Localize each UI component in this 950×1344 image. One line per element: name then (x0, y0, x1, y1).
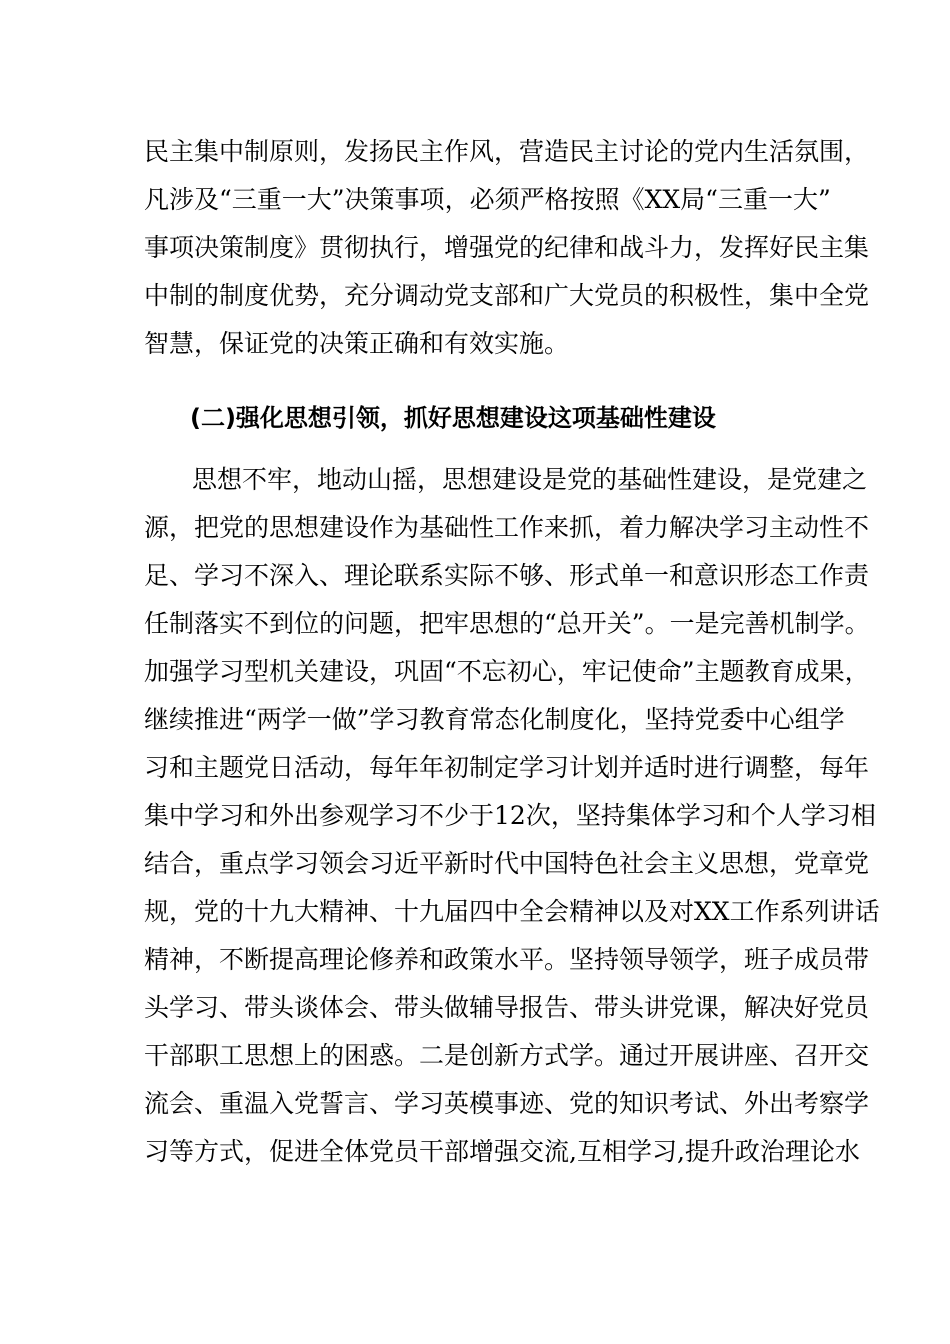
paragraph-line: 足、学习不深入、理论联系实际不够、形式单一和意识形态工作责 (144, 561, 870, 590)
paragraph-line: 结合，重点学习领会习近平新时代中国特色社会主义思想，党章党 (144, 849, 870, 878)
paragraph-line: 思想不牢，地动山摇，思想建设是党的基础性建设，是党建之 (192, 465, 868, 494)
paragraph-line: 加强学习型机关建设，巩固“不忘初心，牢记使命”主题教育成果， (144, 657, 870, 686)
paragraph-line: 精神，不断提高理论修养和政策水平。坚持领导领学，班子成员带 (144, 945, 870, 974)
paragraph-line: 集中学习和外出参观学习不少于12次，坚持集体学习和个人学习相 (144, 801, 876, 830)
paragraph-line: 头学习、带头谈体会、带头做辅导报告、带头讲党课，解决好党员 (144, 993, 870, 1022)
paragraph-line: 习和主题党日活动，每年年初制定学习计划并适时进行调整，每年 (144, 753, 870, 782)
section-heading: (二)强化思想引领，抓好思想建设这项基础性建设 (190, 404, 716, 432)
paragraph-line: 规，党的十九大精神、十九届四中全会精神以及对XX工作系列讲话 (144, 897, 880, 926)
paragraph-line: 干部职工思想上的困惑。二是创新方式学。通过开展讲座、召开交 (144, 1041, 870, 1070)
paragraph-line: 凡涉及“三重一大”决策事项，必须严格按照《XX局“三重一大” (144, 185, 831, 214)
paragraph-line: 习等方式，促进全体党员干部增强交流,互相学习,提升政治理论水 (144, 1137, 860, 1166)
paragraph-line: 继续推进“两学一做”学习教育常态化制度化，坚持党委中心组学 (144, 705, 845, 734)
paragraph-line: 任制落实不到位的问题，把牢思想的“总开关”。一是完善机制学。 (144, 609, 870, 638)
paragraph-line: 民主集中制原则，发扬民主作风，营造民主讨论的党内生活氛围， (144, 137, 870, 166)
paragraph-line: 流会、重温入党誓言、学习英模事迹、党的知识考试、外出考察学 (144, 1089, 870, 1118)
paragraph-line: 智慧，保证党的决策正确和有效实施。 (144, 329, 570, 358)
paragraph-line: 中制的制度优势，充分调动党支部和广大党员的积极性，集中全党 (144, 281, 870, 310)
paragraph-line: 事项决策制度》贯彻执行，增强党的纪律和战斗力，发挥好民主集 (144, 233, 870, 262)
paragraph-line: 源，把党的思想建设作为基础性工作来抓，着力解决学习主动性不 (144, 513, 870, 542)
